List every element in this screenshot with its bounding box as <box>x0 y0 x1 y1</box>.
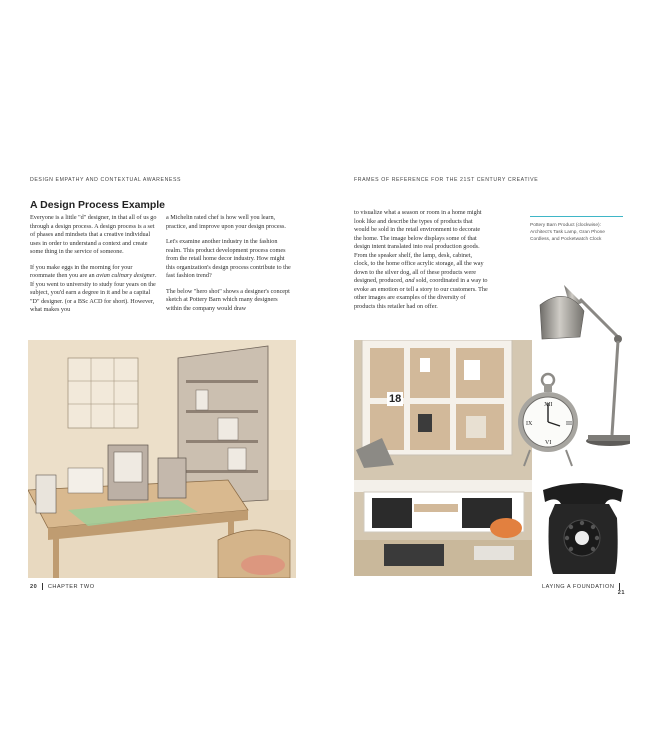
right-footer <box>535 583 625 596</box>
emphasis-text: avian culinary designer <box>96 272 155 279</box>
office-photo-image <box>354 340 532 576</box>
text-run: If you make eggs in the morning for your roommate then you are an <box>30 263 133 279</box>
emphasis-text: and <box>405 277 415 284</box>
svg-text:VI: VI <box>545 440 552 446</box>
photo-caption: Pottery Barn Product (clockwise): Architect's Task Lamp, Gran Phone Cordless, and Pocketwatch Clock <box>530 223 605 243</box>
text-run: . If you went to university to study four years on the subject, you'd earn a degree in it and be a capital "D" designer. (or a BSc ACD for short). However, what makes you <box>30 272 157 313</box>
footer-separator <box>619 583 620 590</box>
paragraph <box>354 209 488 311</box>
chapter-label: CHAPTER TWO <box>47 583 95 590</box>
left-running-head: DESIGN EMPATHY AND CONTEXTUAL AWARENESS <box>30 177 182 183</box>
left-column-1 <box>30 214 158 322</box>
svg-text:III: III <box>566 421 572 427</box>
caption-rule <box>530 216 623 217</box>
page-number: 21 <box>617 590 625 596</box>
left-column-2 <box>166 214 294 320</box>
paragraph: The below "hero shot" shows a designer's concept sketch at Pottery Barn which many designers within the company would draw <box>166 287 290 312</box>
right-running-head: FRAMES OF REFERENCE FOR THE 21ST CENTURY CREATIVE <box>354 177 539 183</box>
photo-number-label: 18 <box>389 393 402 405</box>
footer-separator <box>42 583 43 590</box>
page-number: 20 <box>30 583 38 590</box>
concept-sketch-image <box>28 340 296 578</box>
paragraph: Everyone is a little "d" designer, in that all of us go through a design process. A design process is a set of phases and mindsets that a creative individual uses in order to understand a context and create some thing in the service of someone. <box>30 214 157 255</box>
pocketwatch-clock-image <box>514 370 582 470</box>
rotary-phone-image <box>535 478 630 578</box>
left-footer <box>30 583 95 590</box>
paragraph: Let's examine another industry in the fashion realm. This product development process comes from the retail home decor industry. How might this organization's design process contribute to the fast fashion trend? <box>166 238 291 279</box>
paragraph: a Michelin rated chef is how well you learn, practice, and improve upon your design process. <box>166 214 286 230</box>
section-title: A Design Process Example <box>30 199 166 211</box>
paragraph <box>30 264 158 315</box>
text-run: sold, coordinated in a way to evoke an emotion or tell a story to our customers. The other images are examples of the diversity of products this retailer had on offer. <box>354 277 488 310</box>
svg-text:XII: XII <box>544 402 553 408</box>
text-run: to visualize what a season or room in a home might look like and describe the types of products that would be sold in the retail environment to decorate the home. The image below displays some of that design intent translated into real production goods. From the speaker shelf, the lamp, desk, cabinet, clock, to the home office acrylic storage, all the way down to the silver dog, all of these products were designed, produced, <box>354 209 484 284</box>
right-column-1 <box>354 209 488 318</box>
section-label: LAYING A FOUNDATION <box>542 583 615 590</box>
svg-text:IX: IX <box>526 421 533 427</box>
